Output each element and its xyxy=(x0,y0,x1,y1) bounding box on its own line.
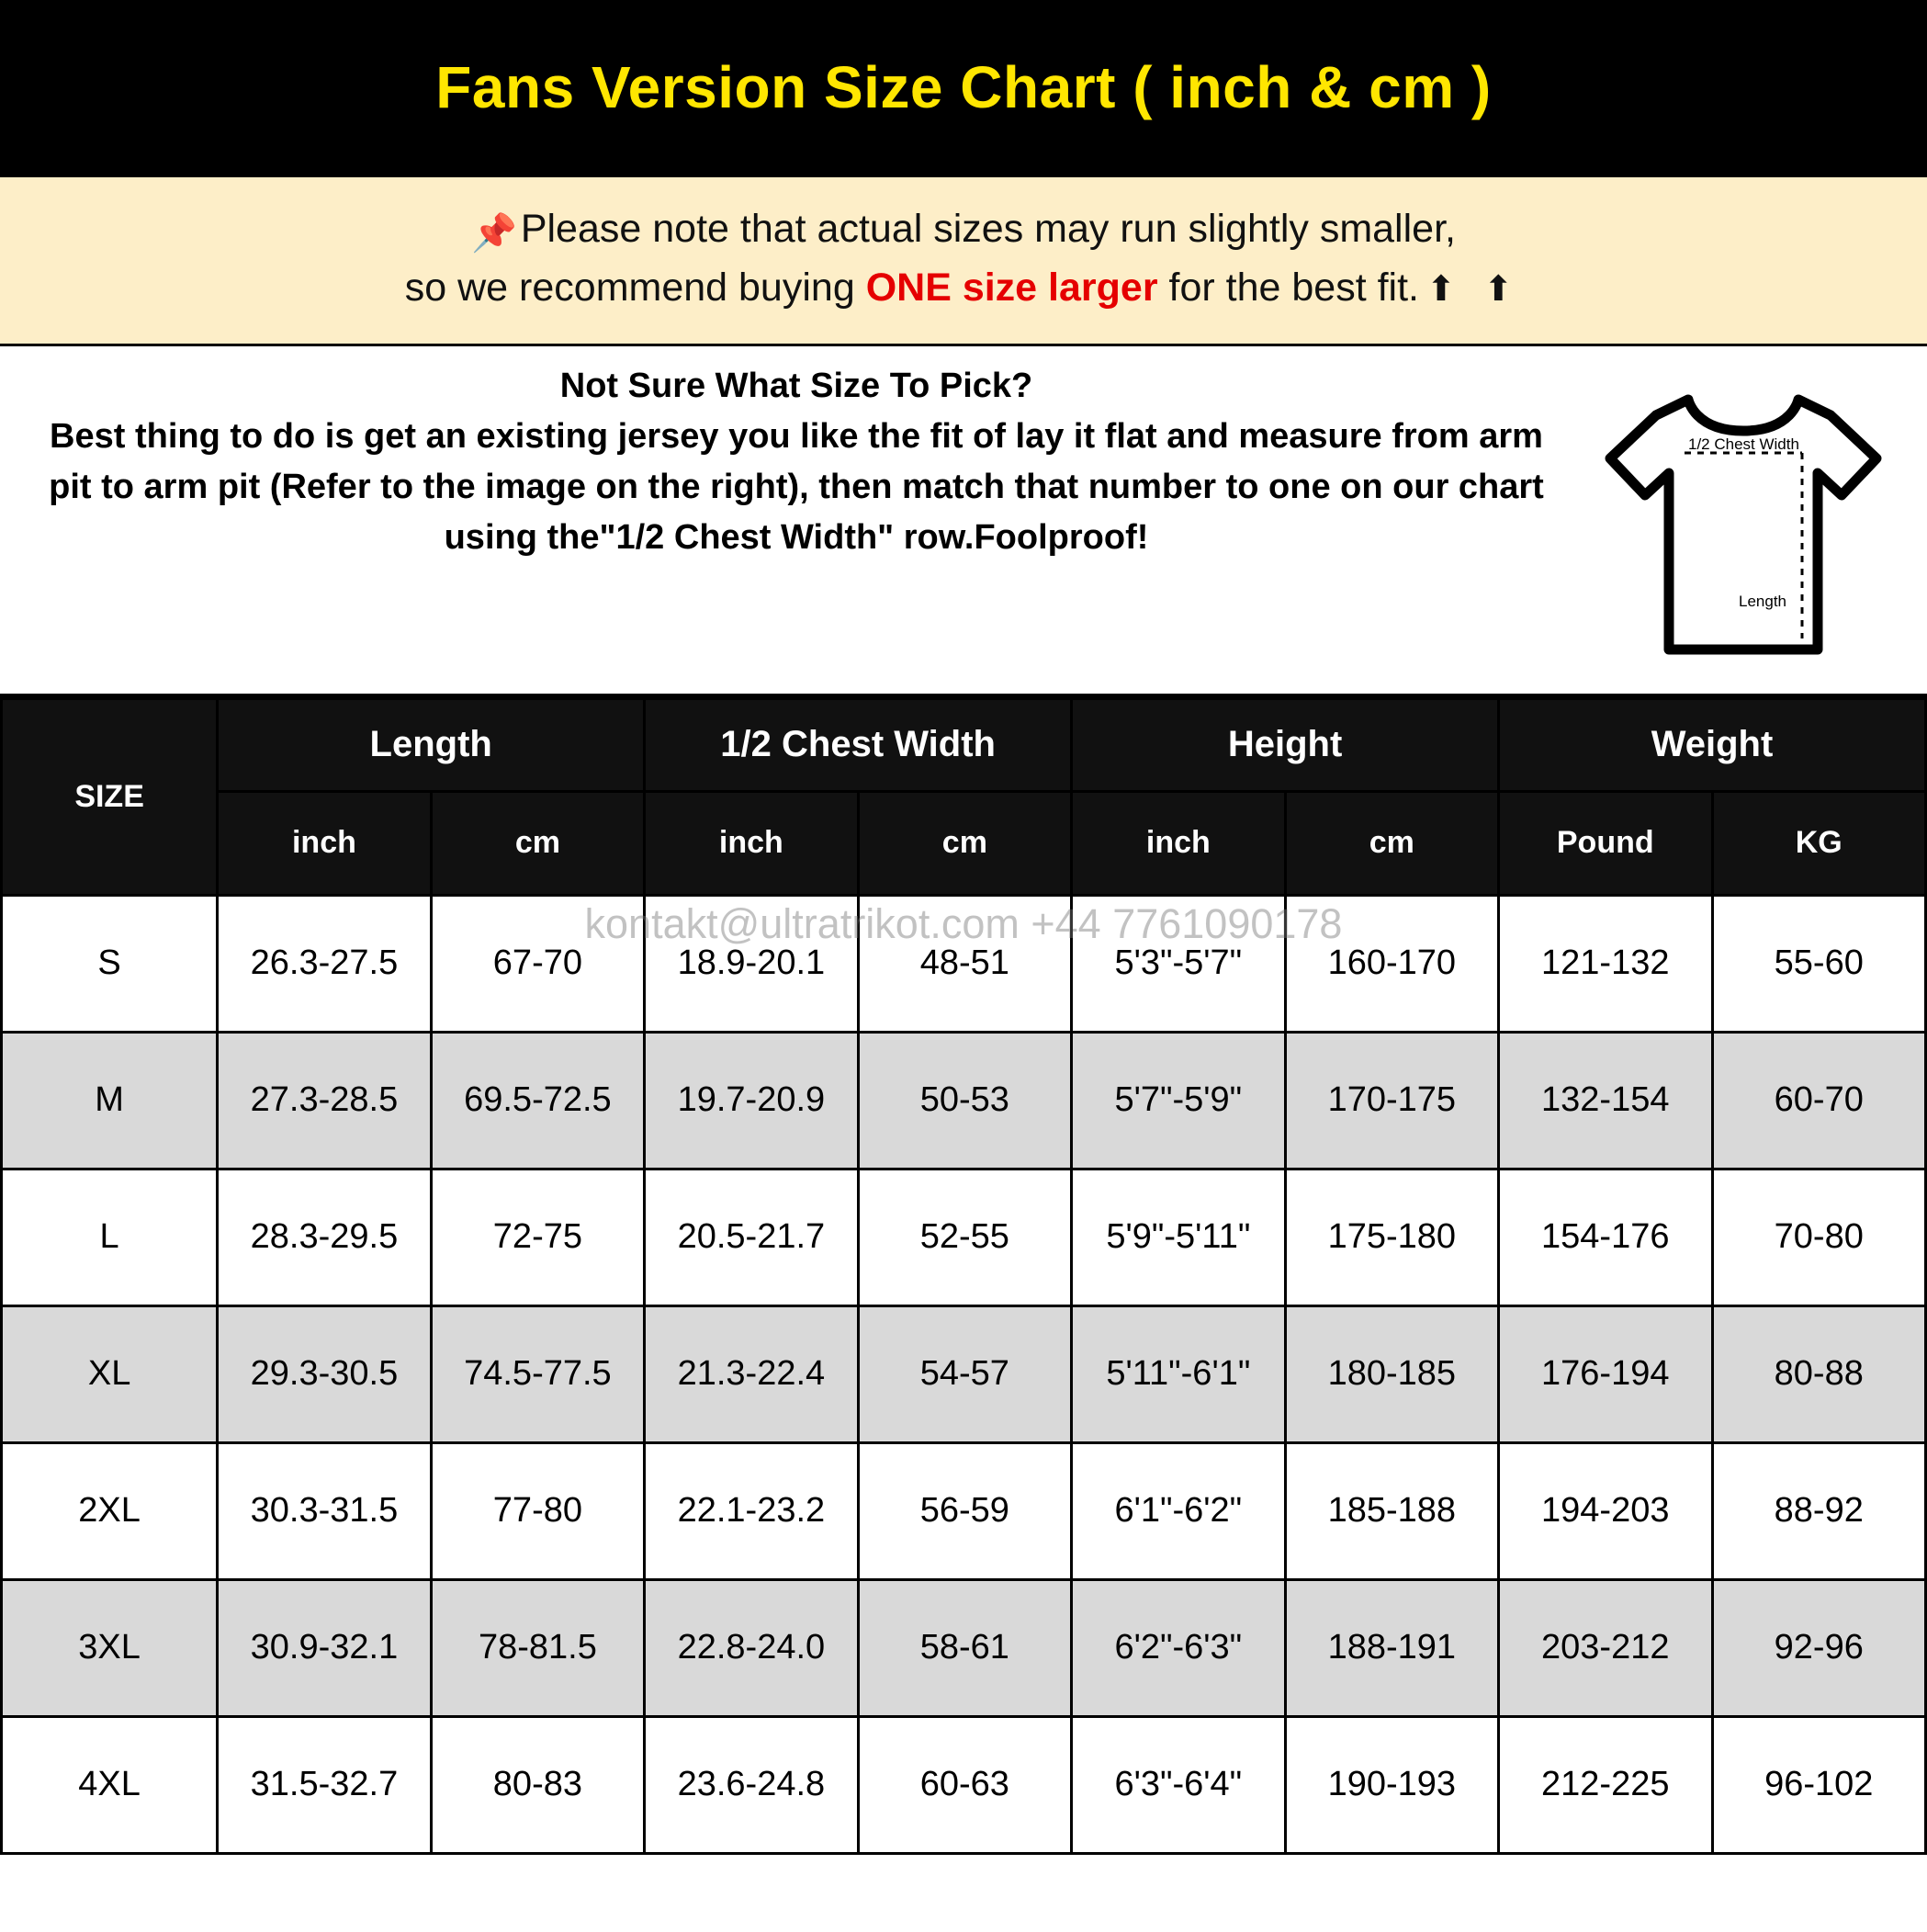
cell-weight-kg: 70-80 xyxy=(1712,1169,1926,1305)
table-row xyxy=(2,895,1926,1032)
cell-height-inch: 5'7"-5'9" xyxy=(1072,1032,1285,1169)
cell-size: M xyxy=(2,1032,218,1169)
note-text-2-post: for the best fit. xyxy=(1157,265,1419,310)
cell-length-cm: 72-75 xyxy=(431,1169,644,1305)
title-bar xyxy=(0,0,1927,175)
cell-size: L xyxy=(2,1169,218,1305)
cell-chest-inch: 23.6-24.8 xyxy=(645,1716,858,1853)
watermark: kontakt@ultratrikot.com +44 7761090178 xyxy=(584,900,1343,947)
table-row xyxy=(2,1716,1926,1853)
cell-chest-inch: 19.7-20.9 xyxy=(645,1032,858,1169)
unit-header-row xyxy=(2,791,1926,895)
advice-body: Best thing to do is get an existing jersey you like the fit of lay it flat and measure from arm pit to arm pit (Refer to the image on the right), then match that number to one on our chart using the"1/2 Chest Width" row.Foolproof! xyxy=(49,416,1544,558)
note-line-1 xyxy=(18,201,1909,260)
cell-height-cm: 180-185 xyxy=(1285,1305,1498,1442)
col-header-size: SIZE xyxy=(2,698,218,895)
advice-section xyxy=(0,346,1927,697)
table-row xyxy=(2,1305,1926,1442)
col-header-length-cm: cm xyxy=(431,791,644,895)
note-line-2 xyxy=(18,260,1909,316)
note-banner xyxy=(0,175,1927,346)
cell-length-cm: 78-81.5 xyxy=(431,1579,644,1716)
cell-length-cm: 74.5-77.5 xyxy=(431,1305,644,1442)
up-arrows-icon: ⬆ ⬆ xyxy=(1426,269,1523,309)
cell-weight-pound: 132-154 xyxy=(1499,1032,1712,1169)
cell-height-cm: 188-191 xyxy=(1285,1579,1498,1716)
cell-chest-cm: 52-55 xyxy=(858,1169,1071,1305)
cell-length-inch: 29.3-30.5 xyxy=(218,1305,431,1442)
cell-chest-inch: 18.9-20.1 xyxy=(645,895,858,1032)
advice-text-block xyxy=(18,367,1569,563)
cell-size: S xyxy=(2,895,218,1032)
cell-weight-kg: 55-60 xyxy=(1712,895,1926,1032)
cell-weight-kg: 60-70 xyxy=(1712,1032,1926,1169)
table-row xyxy=(2,1169,1926,1305)
col-header-height-cm: cm xyxy=(1285,791,1498,895)
cell-height-inch: 5'3"-5'7" xyxy=(1072,895,1285,1032)
cell-chest-inch: 21.3-22.4 xyxy=(645,1305,858,1442)
cell-length-inch: 30.3-31.5 xyxy=(218,1442,431,1579)
cell-chest-inch: 22.8-24.0 xyxy=(645,1579,858,1716)
col-header-chest-cm: cm xyxy=(858,791,1071,895)
cell-height-inch: 6'2"-6'3" xyxy=(1072,1579,1285,1716)
cell-chest-inch: 22.1-23.2 xyxy=(645,1442,858,1579)
cell-height-cm: 185-188 xyxy=(1285,1442,1498,1579)
col-group-chest: 1/2 Chest Width xyxy=(645,698,1072,791)
col-header-weight-kg: KG xyxy=(1712,791,1926,895)
col-group-height: Height xyxy=(1072,698,1499,791)
cell-length-cm: 67-70 xyxy=(431,895,644,1032)
table-row xyxy=(2,1442,1926,1579)
cell-chest-cm: 56-59 xyxy=(858,1442,1071,1579)
cell-length-cm: 77-80 xyxy=(431,1442,644,1579)
table-row xyxy=(2,1579,1926,1716)
cell-chest-cm: 50-53 xyxy=(858,1032,1071,1169)
cell-height-cm: 175-180 xyxy=(1285,1169,1498,1305)
cell-length-cm: 69.5-72.5 xyxy=(431,1032,644,1169)
cell-chest-cm: 54-57 xyxy=(858,1305,1071,1442)
cell-height-cm: 160-170 xyxy=(1285,895,1498,1032)
cell-height-inch: 6'3"-6'4" xyxy=(1072,1716,1285,1853)
col-header-chest-inch: inch xyxy=(645,791,858,895)
cell-weight-pound: 176-194 xyxy=(1499,1305,1712,1442)
table-body xyxy=(2,895,1926,1853)
cell-weight-kg: 92-96 xyxy=(1712,1579,1926,1716)
cell-weight-pound: 203-212 xyxy=(1499,1579,1712,1716)
cell-weight-pound: 121-132 xyxy=(1499,895,1712,1032)
chest-width-label: 1/2 Chest Width xyxy=(1688,435,1799,453)
col-header-weight-pound: Pound xyxy=(1499,791,1712,895)
cell-height-cm: 190-193 xyxy=(1285,1716,1498,1853)
page-title: Fans Version Size Chart ( inch & cm ) xyxy=(435,54,1492,120)
length-label: Length xyxy=(1739,592,1786,610)
cell-weight-pound: 154-176 xyxy=(1499,1169,1712,1305)
note-emphasis: ONE size larger xyxy=(865,265,1158,310)
note-text-2-pre: so we recommend buying xyxy=(404,265,866,310)
cell-length-inch: 28.3-29.5 xyxy=(218,1169,431,1305)
cell-chest-cm: 48-51 xyxy=(858,895,1071,1032)
cell-height-inch: 6'1"-6'2" xyxy=(1072,1442,1285,1579)
cell-weight-kg: 80-88 xyxy=(1712,1305,1926,1442)
cell-weight-kg: 96-102 xyxy=(1712,1716,1926,1853)
cell-size: 4XL xyxy=(2,1716,218,1853)
pushpin-icon: 📌 xyxy=(471,213,517,254)
group-header-row xyxy=(2,698,1926,791)
advice-heading: Not Sure What Size To Pick? xyxy=(559,366,1033,405)
tshirt-icon xyxy=(1592,374,1895,677)
col-header-height-inch: inch xyxy=(1072,791,1285,895)
cell-size: 2XL xyxy=(2,1442,218,1579)
table-head xyxy=(2,698,1926,895)
cell-height-inch: 5'11"-6'1" xyxy=(1072,1305,1285,1442)
cell-weight-kg: 88-92 xyxy=(1712,1442,1926,1579)
cell-chest-inch: 20.5-21.7 xyxy=(645,1169,858,1305)
cell-chest-cm: 60-63 xyxy=(858,1716,1071,1853)
note-text-1: Please note that actual sizes may run slightly smaller, xyxy=(520,207,1456,251)
size-table xyxy=(0,697,1927,1855)
cell-weight-pound: 212-225 xyxy=(1499,1716,1712,1853)
cell-size: XL xyxy=(2,1305,218,1442)
cell-length-cm: 80-83 xyxy=(431,1716,644,1853)
cell-weight-pound: 194-203 xyxy=(1499,1442,1712,1579)
cell-length-inch: 26.3-27.5 xyxy=(218,895,431,1032)
col-header-length-inch: inch xyxy=(218,791,431,895)
col-group-weight: Weight xyxy=(1499,698,1926,791)
table-row xyxy=(2,1032,1926,1169)
cell-size: 3XL xyxy=(2,1579,218,1716)
col-group-length: Length xyxy=(218,698,645,791)
cell-length-inch: 27.3-28.5 xyxy=(218,1032,431,1169)
cell-height-cm: 170-175 xyxy=(1285,1032,1498,1169)
tshirt-diagram xyxy=(1578,367,1909,677)
cell-height-inch: 5'9"-5'11" xyxy=(1072,1169,1285,1305)
cell-length-inch: 30.9-32.1 xyxy=(218,1579,431,1716)
cell-length-inch: 31.5-32.7 xyxy=(218,1716,431,1853)
cell-chest-cm: 58-61 xyxy=(858,1579,1071,1716)
